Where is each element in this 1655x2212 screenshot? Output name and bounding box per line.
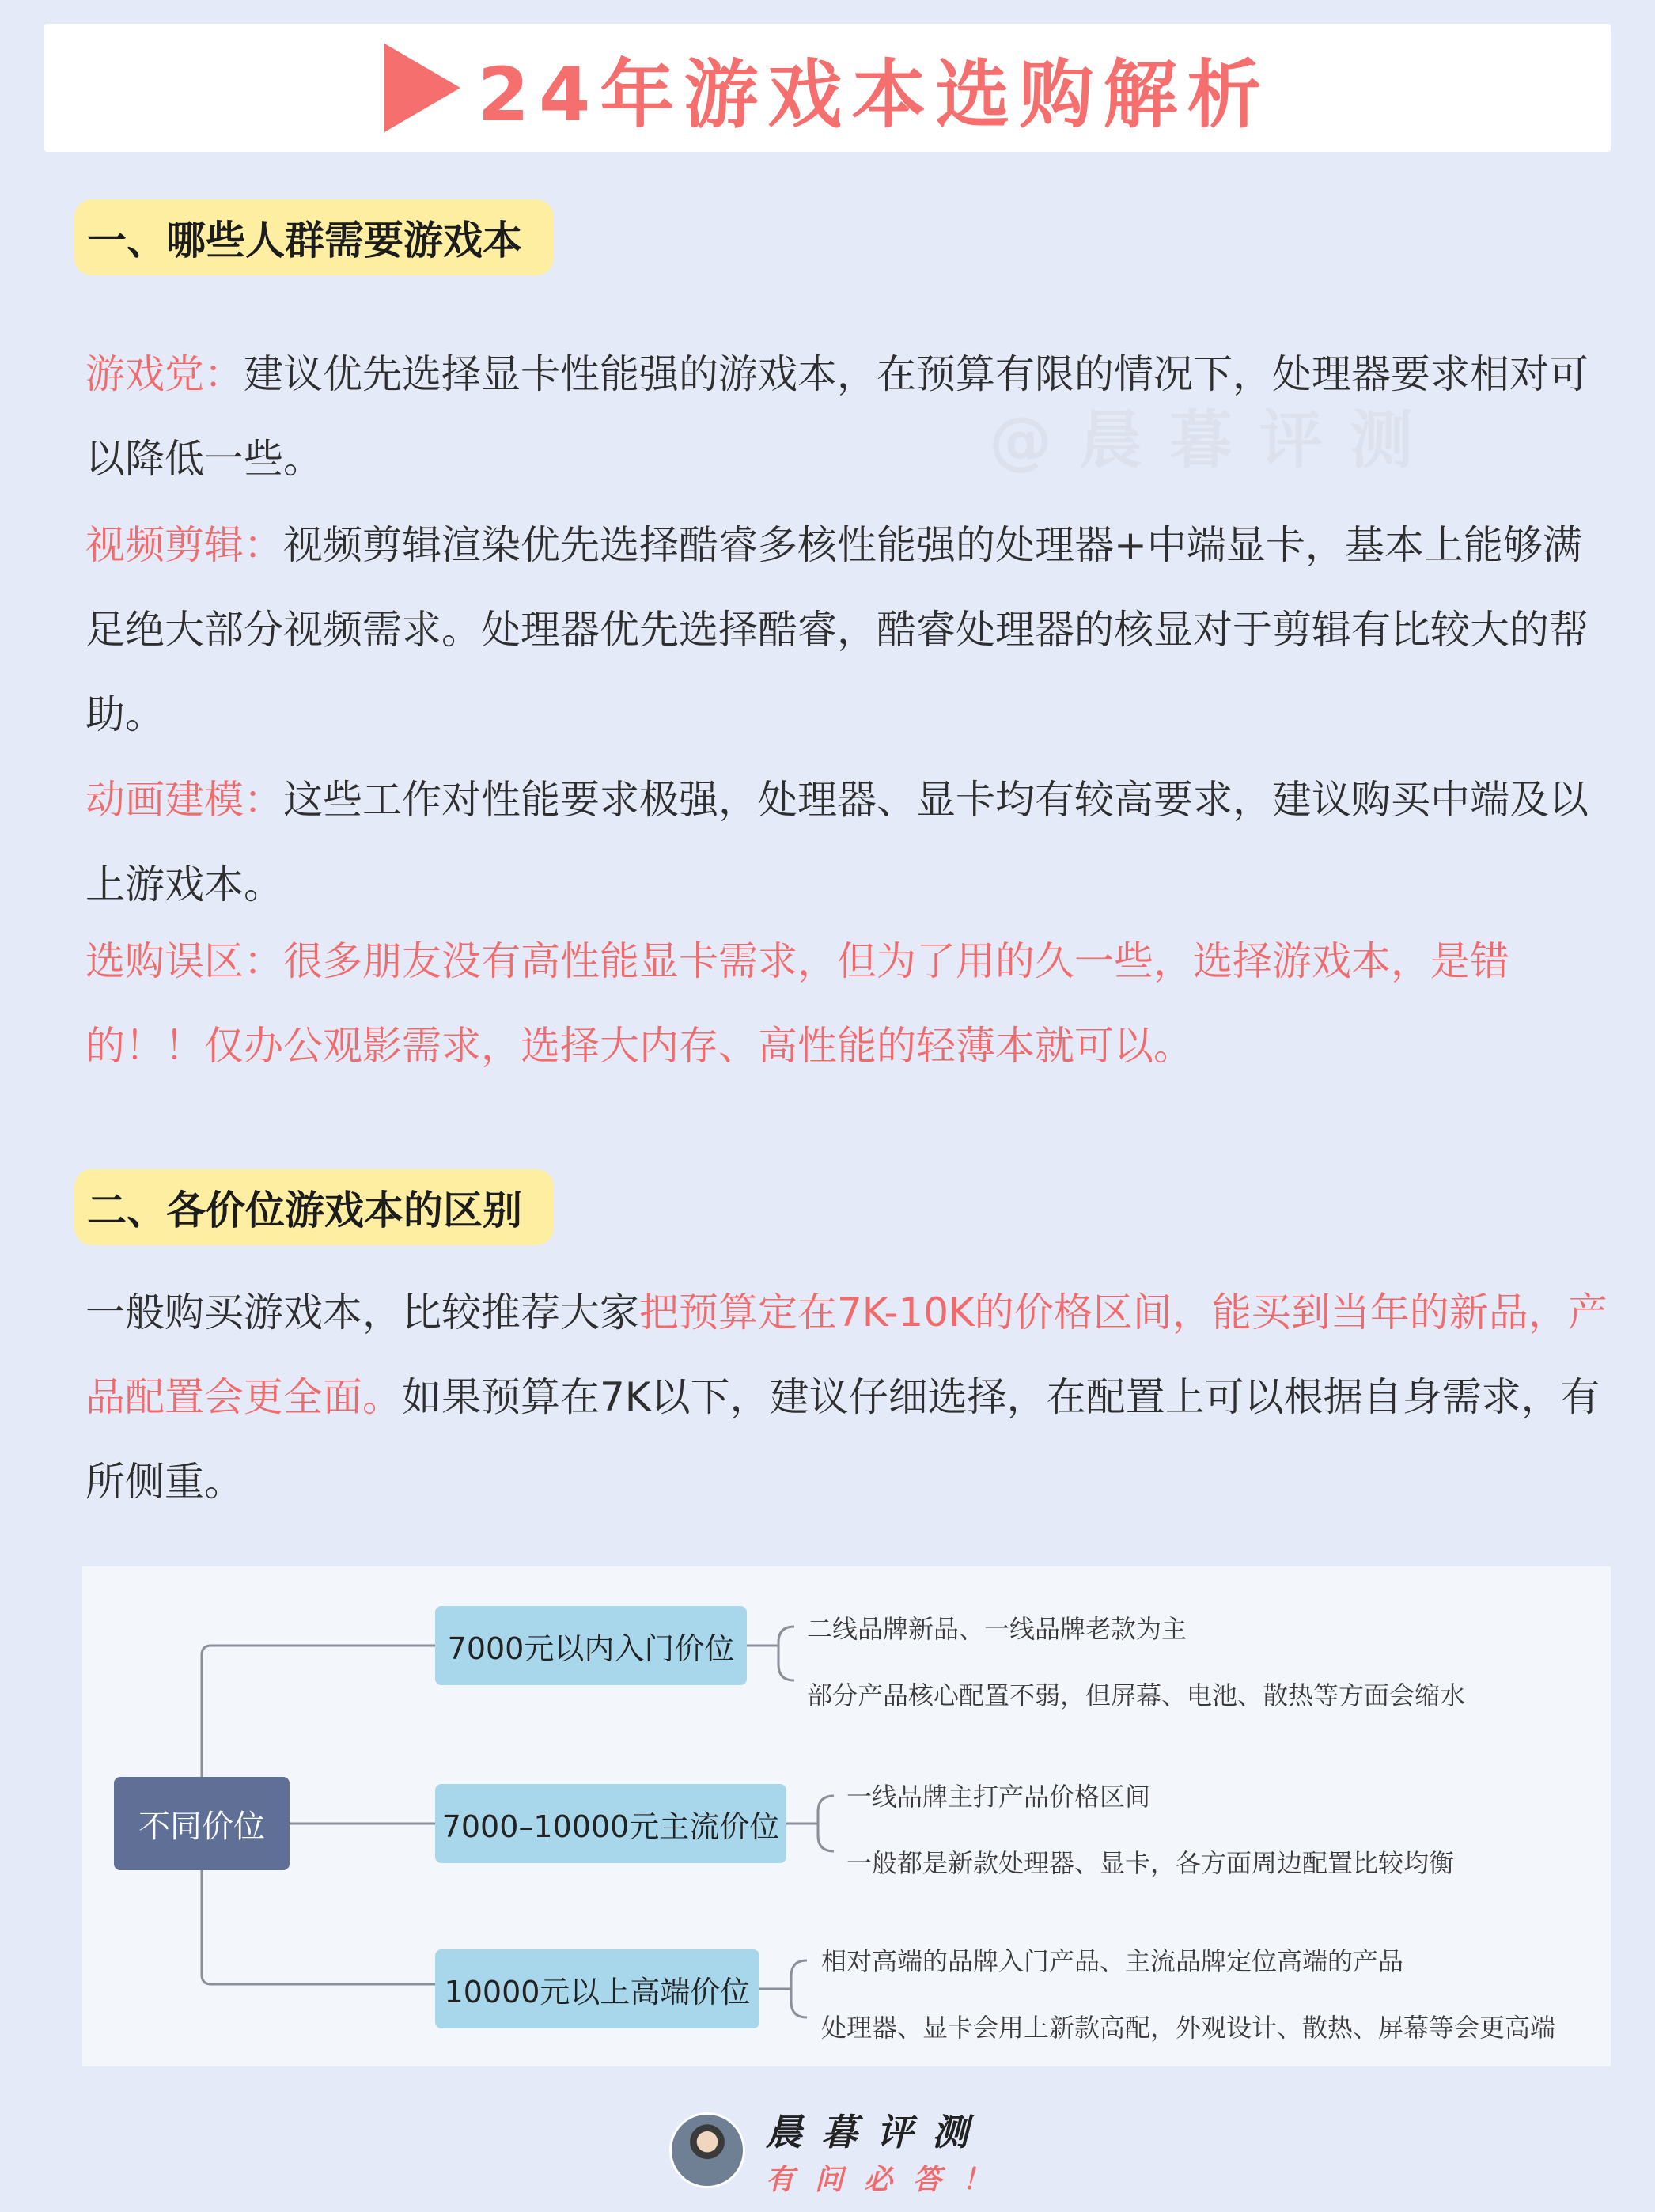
title-banner xyxy=(44,24,1611,152)
intro-text-a: 一般购买游戏本，比较推荐大家 xyxy=(85,1290,639,1335)
section-heading-price-tiers: 二、各价位游戏本的区别 xyxy=(74,1169,554,1245)
paragraph-price-intro xyxy=(85,1271,1612,1525)
author-name: 晨暮评测 xyxy=(766,2110,987,2153)
leaf-entry-1: 二线品牌新品、一线品牌老款为主 xyxy=(807,1614,1187,1644)
label-gamers: 游戏党： xyxy=(85,351,244,397)
watermark: @晨暮评测 xyxy=(989,403,1440,477)
intro-highlight: 把预算定在7K-10K的价格区间，能买到当年的新品，产品配置会更全面。 xyxy=(85,1290,1608,1420)
branch-entry-tier: 7000元以内入门价位 xyxy=(435,1606,747,1685)
paragraph-video-editing xyxy=(85,503,1612,757)
branch-mainstream-tier: 7000–10000元主流价位 xyxy=(435,1784,786,1863)
text-misconception: 很多朋友没有高性能显卡需求，但为了用的久一些，选择游戏本，是错的！！仅办公观影需求，选择大内存、高性能的轻薄本就可以。 xyxy=(85,938,1509,1069)
author-slogan: 有问必答！ xyxy=(766,2163,1012,2196)
author-info xyxy=(766,2104,1011,2198)
section-heading-audience: 一、哪些人群需要游戏本 xyxy=(74,199,554,275)
play-icon xyxy=(384,44,460,132)
leaf-high-end-1: 相对高端的品牌入门产品、主流品牌定位高端的产品 xyxy=(821,1946,1404,1976)
text-gamers: 建议优先选择显卡性能强的游戏本，在预算有限的情况下，处理器要求相对可以降低一些。 xyxy=(85,351,1589,482)
leaf-entry-2: 部分产品核心配置不弱，但屏幕、电池、散热等方面会缩水 xyxy=(807,1680,1466,1710)
paragraph-animation-modeling xyxy=(85,758,1612,927)
label-video-editing: 视频剪辑： xyxy=(85,522,283,568)
label-animation-modeling: 动画建模： xyxy=(85,777,283,823)
avatar xyxy=(669,2112,745,2188)
paragraph-gamers xyxy=(85,332,1612,502)
page-title: 24年游戏本选购解析 xyxy=(477,51,1271,138)
leaf-mainstream-1: 一线品牌主打产品价格区间 xyxy=(846,1782,1151,1812)
text-video-editing: 视频剪辑渲染优先选择酷睿多核性能强的处理器+中端显卡，基本上能够满足绝大部分视频需求。处理器优先选择酷睿，酷睿处理器的核显对于剪辑有比较大的帮助。 xyxy=(85,522,1589,737)
intro-text-b: 如果预算在7K以下，建议仔细选择，在配置上可以根据自身需求，有所侧重。 xyxy=(85,1374,1600,1505)
mindmap-root: 不同价位 xyxy=(114,1777,290,1870)
leaf-mainstream-2: 一般都是新款处理器、显卡，各方面周边配置比较均衡 xyxy=(846,1848,1455,1878)
paragraph-misconception xyxy=(85,919,1612,1089)
author-footer xyxy=(669,2110,1012,2196)
leaf-high-end-2: 处理器、显卡会用上新款高配，外观设计、散热、屏幕等会更高端 xyxy=(821,2013,1556,2043)
branch-high-end-tier: 10000元以上高端价位 xyxy=(435,1949,759,2028)
text-animation-modeling: 这些工作对性能要求极强，处理器、显卡均有较高要求，建议购买中端及以上游戏本。 xyxy=(85,777,1589,907)
price-tier-mindmap xyxy=(82,1566,1611,2066)
label-misconception: 选购误区： xyxy=(85,938,283,984)
